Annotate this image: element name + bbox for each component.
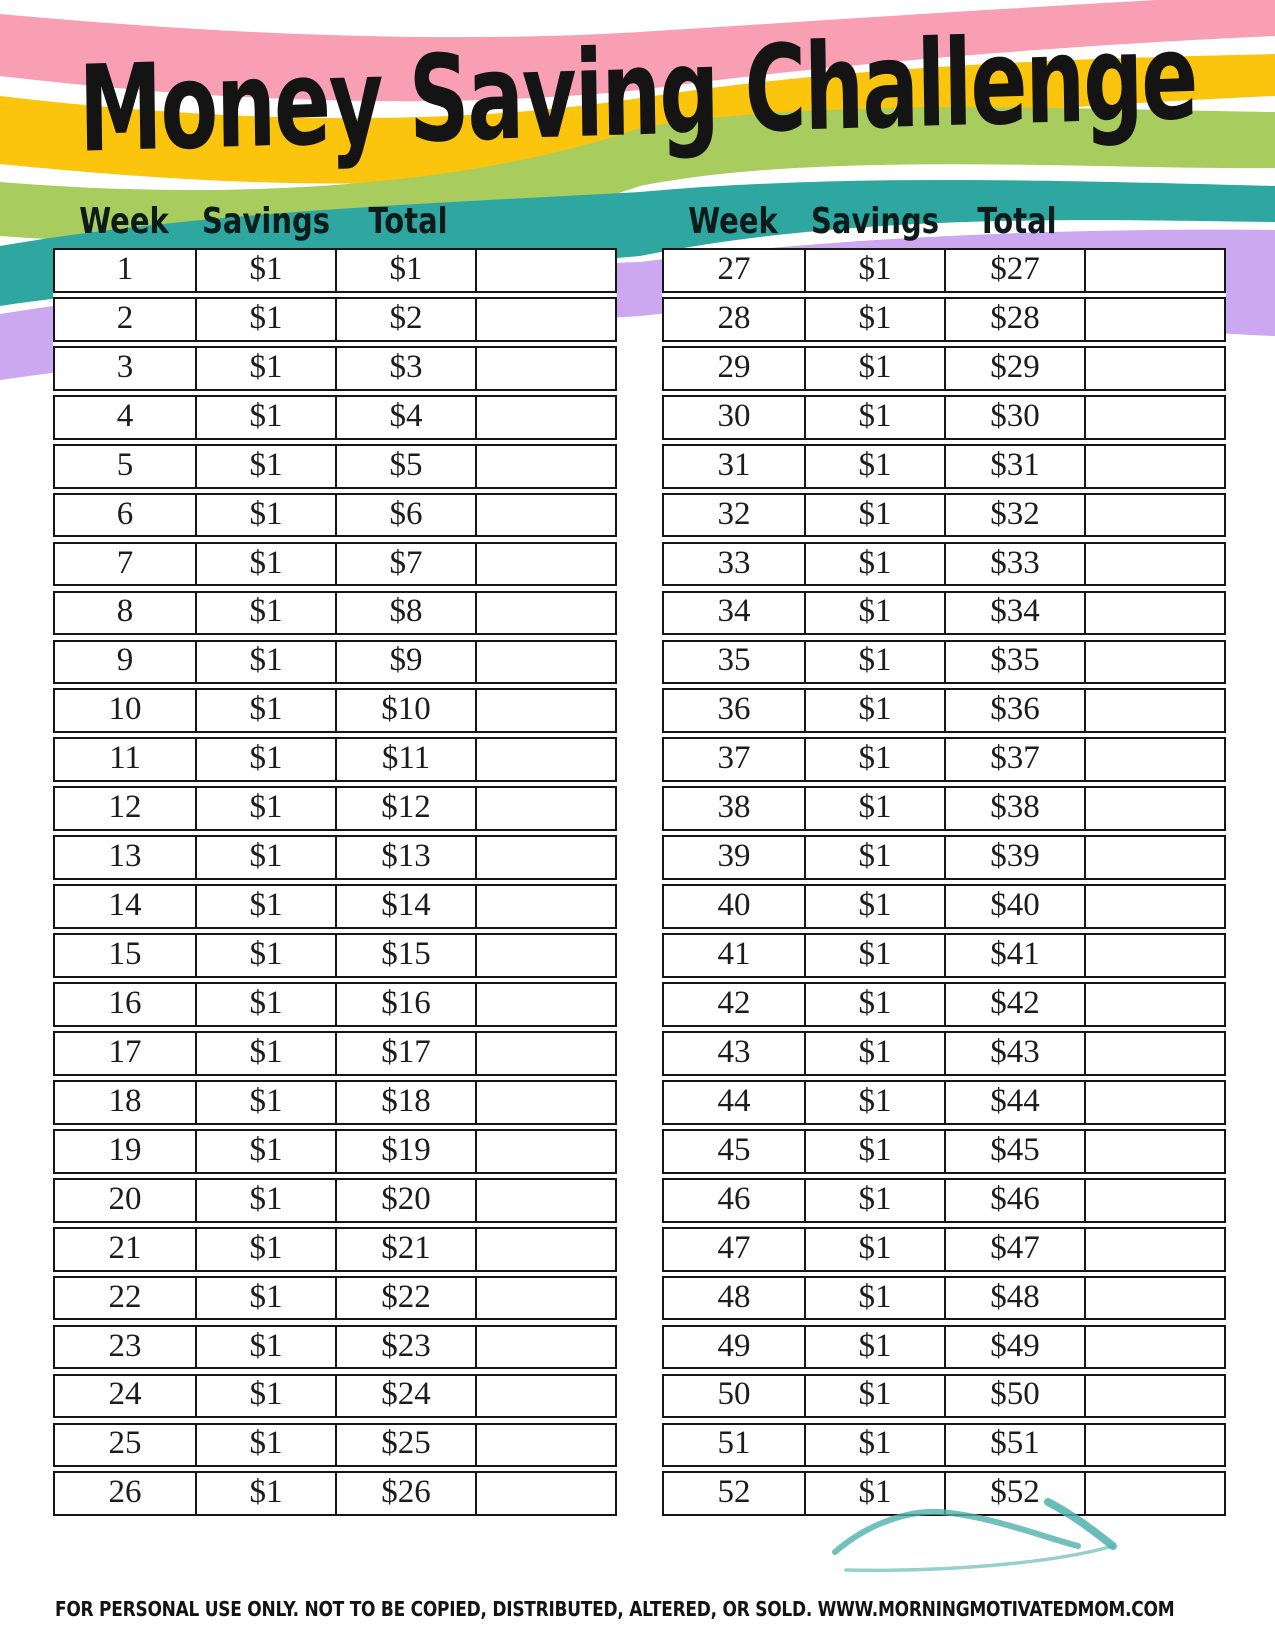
- savings-cell: $1: [195, 593, 335, 634]
- savings-cell: $1: [195, 1033, 335, 1074]
- savings-cell: $1: [804, 397, 944, 438]
- checkbox-cell[interactable]: [475, 1180, 615, 1221]
- savings-cell: $1: [195, 642, 335, 683]
- copyright-footer: FOR PERSONAL USE ONLY. NOT TO BE COPIED, DISTRIBUTED, ALTERED, OR SOLD. WWW.MORNINGMOTIVATEDMOM.COM: [55, 1597, 1175, 1621]
- table-row: [53, 640, 617, 685]
- checkbox-cell[interactable]: [475, 446, 615, 487]
- savings-cell: $1: [195, 397, 335, 438]
- checkbox-cell[interactable]: [475, 299, 615, 340]
- savings-cell: $1: [195, 984, 335, 1025]
- checkbox-cell[interactable]: [475, 1131, 615, 1172]
- checkbox-cell[interactable]: [1084, 886, 1224, 927]
- checkbox-cell[interactable]: [475, 593, 615, 634]
- checkbox-cell[interactable]: [475, 837, 615, 878]
- total-cell: $49: [944, 1327, 1084, 1368]
- checkbox-cell[interactable]: [475, 1082, 615, 1123]
- table-row: [53, 1080, 617, 1125]
- table-row: [53, 346, 617, 391]
- week-cell: 4: [116, 397, 134, 434]
- total-cell: $17: [335, 1033, 475, 1074]
- week-cell: 33: [717, 544, 751, 581]
- total-cell: $15: [335, 935, 475, 976]
- savings-cell: $1: [804, 1229, 944, 1270]
- checkbox-cell[interactable]: [1084, 348, 1224, 389]
- column-header-total: Total: [368, 200, 448, 242]
- table-row: [662, 1129, 1226, 1174]
- savings-cell: $1: [804, 1082, 944, 1123]
- table-row: [662, 1031, 1226, 1076]
- checkbox-cell[interactable]: [1084, 397, 1224, 438]
- savings-table-weeks-1-26: [53, 248, 617, 1516]
- total-cell: $32: [944, 495, 1084, 536]
- total-cell: $40: [944, 886, 1084, 927]
- table-row: [53, 1423, 617, 1468]
- week-cell: 20: [108, 1180, 142, 1217]
- column-header-savings: Savings: [202, 200, 330, 242]
- checkbox-cell[interactable]: [475, 739, 615, 780]
- week-cell: 26: [108, 1474, 142, 1511]
- table-row: [53, 1129, 617, 1174]
- checkbox-cell[interactable]: [475, 544, 615, 585]
- savings-cell: $1: [804, 495, 944, 536]
- total-cell: $33: [944, 544, 1084, 585]
- total-cell: $51: [944, 1425, 1084, 1466]
- total-cell: $4: [335, 397, 475, 438]
- checkbox-cell[interactable]: [1084, 690, 1224, 731]
- savings-cell: $1: [195, 1376, 335, 1417]
- savings-cell: $1: [804, 690, 944, 731]
- total-cell: $47: [944, 1229, 1084, 1270]
- savings-cell: $1: [195, 1229, 335, 1270]
- total-cell: $20: [335, 1180, 475, 1221]
- checkbox-cell[interactable]: [475, 250, 615, 291]
- checkbox-cell[interactable]: [475, 886, 615, 927]
- week-cell: 19: [108, 1131, 142, 1168]
- table-row: [662, 737, 1226, 782]
- week-cell: 27: [717, 250, 751, 287]
- savings-cell: $1: [195, 886, 335, 927]
- week-cell: 40: [717, 887, 751, 924]
- week-cell: 50: [717, 1376, 751, 1413]
- savings-cell: $1: [804, 1473, 944, 1514]
- total-cell: $10: [335, 690, 475, 731]
- total-cell: $24: [335, 1376, 475, 1417]
- total-cell: $1: [335, 250, 475, 291]
- savings-cell: $1: [804, 299, 944, 340]
- total-cell: $16: [335, 984, 475, 1025]
- savings-cell: $1: [804, 544, 944, 585]
- total-cell: $8: [335, 593, 475, 634]
- savings-cell: $1: [804, 1327, 944, 1368]
- table-row: [662, 1080, 1226, 1125]
- savings-cell: $1: [195, 495, 335, 536]
- week-cell: 49: [717, 1327, 751, 1364]
- savings-cell: $1: [195, 1473, 335, 1514]
- week-cell: 11: [109, 740, 141, 777]
- total-cell: $12: [335, 788, 475, 829]
- total-cell: $18: [335, 1082, 475, 1123]
- checkbox-cell[interactable]: [475, 1425, 615, 1466]
- total-cell: $41: [944, 935, 1084, 976]
- table-row: [662, 1276, 1226, 1321]
- savings-cell: $1: [804, 642, 944, 683]
- savings-cell: $1: [195, 1180, 335, 1221]
- savings-cell: $1: [804, 1376, 944, 1417]
- week-cell: 23: [108, 1327, 142, 1364]
- week-cell: 38: [717, 789, 751, 826]
- week-cell: 5: [116, 446, 134, 483]
- table-row: [53, 786, 617, 831]
- checkbox-cell[interactable]: [475, 348, 615, 389]
- table-row: [53, 1471, 617, 1516]
- week-cell: 37: [717, 740, 751, 777]
- savings-cell: $1: [195, 1425, 335, 1466]
- checkbox-cell[interactable]: [1084, 544, 1224, 585]
- total-cell: $6: [335, 495, 475, 536]
- table-row: [53, 1178, 617, 1223]
- right-table-column-headers: [662, 200, 1088, 241]
- column-header-savings: Savings: [811, 200, 939, 242]
- checkbox-cell[interactable]: [1084, 593, 1224, 634]
- total-cell: $25: [335, 1425, 475, 1466]
- page-title: Money Saving Challenge: [77, 6, 1198, 180]
- table-row: [662, 542, 1226, 587]
- savings-cell: $1: [195, 348, 335, 389]
- total-cell: $21: [335, 1229, 475, 1270]
- total-cell: $2: [335, 299, 475, 340]
- savings-cell: $1: [195, 788, 335, 829]
- week-cell: 48: [717, 1278, 751, 1315]
- total-cell: $35: [944, 642, 1084, 683]
- total-cell: $26: [335, 1473, 475, 1514]
- table-row: [662, 640, 1226, 685]
- checkbox-cell[interactable]: [1084, 299, 1224, 340]
- savings-cell: $1: [804, 446, 944, 487]
- checkbox-cell[interactable]: [475, 495, 615, 536]
- table-row: [53, 1276, 617, 1321]
- checkbox-cell[interactable]: [1084, 1131, 1224, 1172]
- savings-cell: $1: [195, 690, 335, 731]
- savings-cell: $1: [195, 837, 335, 878]
- total-cell: $11: [335, 739, 475, 780]
- week-cell: 17: [108, 1033, 142, 1070]
- week-cell: 36: [717, 691, 751, 728]
- week-cell: 47: [717, 1229, 751, 1266]
- table-row: [53, 737, 617, 782]
- savings-cell: $1: [804, 1278, 944, 1319]
- checkbox-cell[interactable]: [475, 642, 615, 683]
- table-row: [662, 1423, 1226, 1468]
- total-cell: $43: [944, 1033, 1084, 1074]
- savings-cell: $1: [195, 1327, 335, 1368]
- week-cell: 35: [717, 642, 751, 679]
- checkbox-cell[interactable]: [1084, 1229, 1224, 1270]
- checkbox-cell[interactable]: [1084, 1278, 1224, 1319]
- arrow-head-lower: [846, 1546, 1113, 1570]
- week-cell: 1: [116, 250, 134, 287]
- table-row: [53, 591, 617, 636]
- table-row: [53, 1325, 617, 1370]
- week-cell: 41: [717, 936, 751, 973]
- checkbox-cell[interactable]: [1084, 837, 1224, 878]
- table-row: [662, 688, 1226, 733]
- week-cell: 18: [108, 1082, 142, 1119]
- total-cell: $14: [335, 886, 475, 927]
- table-row: [662, 248, 1226, 293]
- checkbox-cell[interactable]: [1084, 1033, 1224, 1074]
- column-header-week: Week: [688, 200, 778, 242]
- savings-cell: $1: [195, 299, 335, 340]
- savings-cell: $1: [195, 1082, 335, 1123]
- checkbox-cell[interactable]: [475, 690, 615, 731]
- table-row: [53, 1227, 617, 1272]
- savings-cell: $1: [804, 935, 944, 976]
- total-cell: $38: [944, 788, 1084, 829]
- table-row: [662, 395, 1226, 440]
- savings-cell: $1: [195, 544, 335, 585]
- week-cell: 6: [116, 495, 134, 532]
- total-cell: $27: [944, 250, 1084, 291]
- savings-cell: $1: [195, 1131, 335, 1172]
- week-cell: 25: [108, 1425, 142, 1462]
- checkbox-cell[interactable]: [475, 1229, 615, 1270]
- savings-table-weeks-27-52: [662, 248, 1226, 1516]
- checkbox-cell[interactable]: [1084, 1425, 1224, 1466]
- week-cell: 16: [108, 984, 142, 1021]
- checkbox-cell[interactable]: [475, 1473, 615, 1514]
- table-row: [53, 688, 617, 733]
- savings-cell: $1: [195, 250, 335, 291]
- table-row: [53, 884, 617, 929]
- week-cell: 29: [717, 348, 751, 385]
- table-row: [53, 933, 617, 978]
- checkbox-cell[interactable]: [475, 788, 615, 829]
- checkbox-cell[interactable]: [1084, 250, 1224, 291]
- table-row: [662, 1178, 1226, 1223]
- savings-cell: $1: [804, 250, 944, 291]
- checkbox-cell[interactable]: [1084, 984, 1224, 1025]
- savings-cell: $1: [195, 1278, 335, 1319]
- week-cell: 42: [717, 984, 751, 1021]
- total-cell: $7: [335, 544, 475, 585]
- total-cell: $48: [944, 1278, 1084, 1319]
- total-cell: $42: [944, 984, 1084, 1025]
- checkbox-cell[interactable]: [475, 1376, 615, 1417]
- savings-cell: $1: [804, 837, 944, 878]
- week-cell: 43: [717, 1033, 751, 1070]
- table-row: [662, 835, 1226, 880]
- week-cell: 12: [108, 789, 142, 826]
- total-cell: $46: [944, 1180, 1084, 1221]
- checkbox-cell[interactable]: [475, 1278, 615, 1319]
- week-cell: 7: [116, 544, 134, 581]
- week-cell: 28: [717, 299, 751, 336]
- checkbox-cell[interactable]: [1084, 788, 1224, 829]
- table-row: [662, 591, 1226, 636]
- table-row: [662, 493, 1226, 538]
- total-cell: $30: [944, 397, 1084, 438]
- column-header-total: Total: [977, 200, 1057, 242]
- table-row: [53, 542, 617, 587]
- total-cell: $45: [944, 1131, 1084, 1172]
- savings-cell: $1: [804, 1131, 944, 1172]
- total-cell: $28: [944, 299, 1084, 340]
- week-cell: 34: [717, 593, 751, 630]
- checkbox-cell[interactable]: [1084, 739, 1224, 780]
- total-cell: $22: [335, 1278, 475, 1319]
- table-row: [662, 786, 1226, 831]
- total-cell: $19: [335, 1131, 475, 1172]
- week-cell: 8: [116, 593, 134, 630]
- total-cell: $5: [335, 446, 475, 487]
- total-cell: $29: [944, 348, 1084, 389]
- table-row: [53, 395, 617, 440]
- checkbox-cell[interactable]: [1084, 446, 1224, 487]
- week-cell: 3: [116, 348, 134, 385]
- checkbox-cell[interactable]: [475, 1033, 615, 1074]
- table-row: [662, 444, 1226, 489]
- checkbox-cell[interactable]: [1084, 935, 1224, 976]
- week-cell: 14: [108, 887, 142, 924]
- savings-cell: $1: [804, 984, 944, 1025]
- week-cell: 44: [717, 1082, 751, 1119]
- table-row: [53, 1374, 617, 1419]
- table-row: [662, 1325, 1226, 1370]
- week-cell: 39: [717, 838, 751, 875]
- table-row: [53, 835, 617, 880]
- table-row: [53, 982, 617, 1027]
- table-row: [53, 444, 617, 489]
- table-row: [662, 933, 1226, 978]
- savings-cell: $1: [804, 1425, 944, 1466]
- total-cell: $3: [335, 348, 475, 389]
- checkbox-cell[interactable]: [1084, 495, 1224, 536]
- table-row: [662, 1374, 1226, 1419]
- checkbox-cell[interactable]: [475, 984, 615, 1025]
- table-row: [662, 1227, 1226, 1272]
- week-cell: 31: [717, 446, 751, 483]
- week-cell: 46: [717, 1180, 751, 1217]
- savings-cell: $1: [195, 739, 335, 780]
- savings-cell: $1: [804, 788, 944, 829]
- week-cell: 15: [108, 936, 142, 973]
- arrow-shaft: [835, 1512, 1078, 1552]
- checkbox-cell[interactable]: [475, 935, 615, 976]
- total-cell: $52: [944, 1473, 1084, 1514]
- week-cell: 52: [717, 1474, 751, 1511]
- week-cell: 9: [116, 642, 134, 679]
- table-row: [53, 1031, 617, 1076]
- savings-cell: $1: [804, 593, 944, 634]
- table-row: [662, 346, 1226, 391]
- savings-cell: $1: [804, 348, 944, 389]
- checkbox-cell[interactable]: [1084, 1180, 1224, 1221]
- left-table-column-headers: [53, 200, 479, 241]
- total-cell: $36: [944, 690, 1084, 731]
- week-cell: 2: [116, 299, 134, 336]
- table-row: [662, 884, 1226, 929]
- week-cell: 10: [108, 691, 142, 728]
- checkbox-cell[interactable]: [475, 1327, 615, 1368]
- table-row: [662, 297, 1226, 342]
- total-cell: $9: [335, 642, 475, 683]
- savings-cell: $1: [195, 446, 335, 487]
- total-cell: $13: [335, 837, 475, 878]
- week-cell: 32: [717, 495, 751, 532]
- checkbox-cell[interactable]: [1084, 1473, 1224, 1514]
- table-row: [662, 1471, 1226, 1516]
- savings-cell: $1: [804, 886, 944, 927]
- table-row: [662, 982, 1226, 1027]
- table-row: [53, 493, 617, 538]
- checkbox-cell[interactable]: [1084, 1327, 1224, 1368]
- week-cell: 21: [108, 1229, 142, 1266]
- checkbox-cell[interactable]: [1084, 1082, 1224, 1123]
- week-cell: 30: [717, 397, 751, 434]
- total-cell: $31: [944, 446, 1084, 487]
- savings-cell: $1: [804, 739, 944, 780]
- savings-cell: $1: [804, 1033, 944, 1074]
- total-cell: $50: [944, 1376, 1084, 1417]
- total-cell: $37: [944, 739, 1084, 780]
- checkbox-cell[interactable]: [1084, 1376, 1224, 1417]
- week-cell: 24: [108, 1376, 142, 1413]
- total-cell: $39: [944, 837, 1084, 878]
- total-cell: $44: [944, 1082, 1084, 1123]
- total-cell: $34: [944, 593, 1084, 634]
- week-cell: 51: [717, 1425, 751, 1462]
- savings-cell: $1: [804, 1180, 944, 1221]
- column-header-week: Week: [79, 200, 169, 242]
- checkbox-cell[interactable]: [1084, 642, 1224, 683]
- week-cell: 13: [108, 838, 142, 875]
- table-row: [53, 248, 617, 293]
- total-cell: $23: [335, 1327, 475, 1368]
- table-row: [53, 297, 617, 342]
- checkbox-cell[interactable]: [475, 397, 615, 438]
- savings-cell: $1: [195, 935, 335, 976]
- week-cell: 22: [108, 1278, 142, 1315]
- week-cell: 45: [717, 1131, 751, 1168]
